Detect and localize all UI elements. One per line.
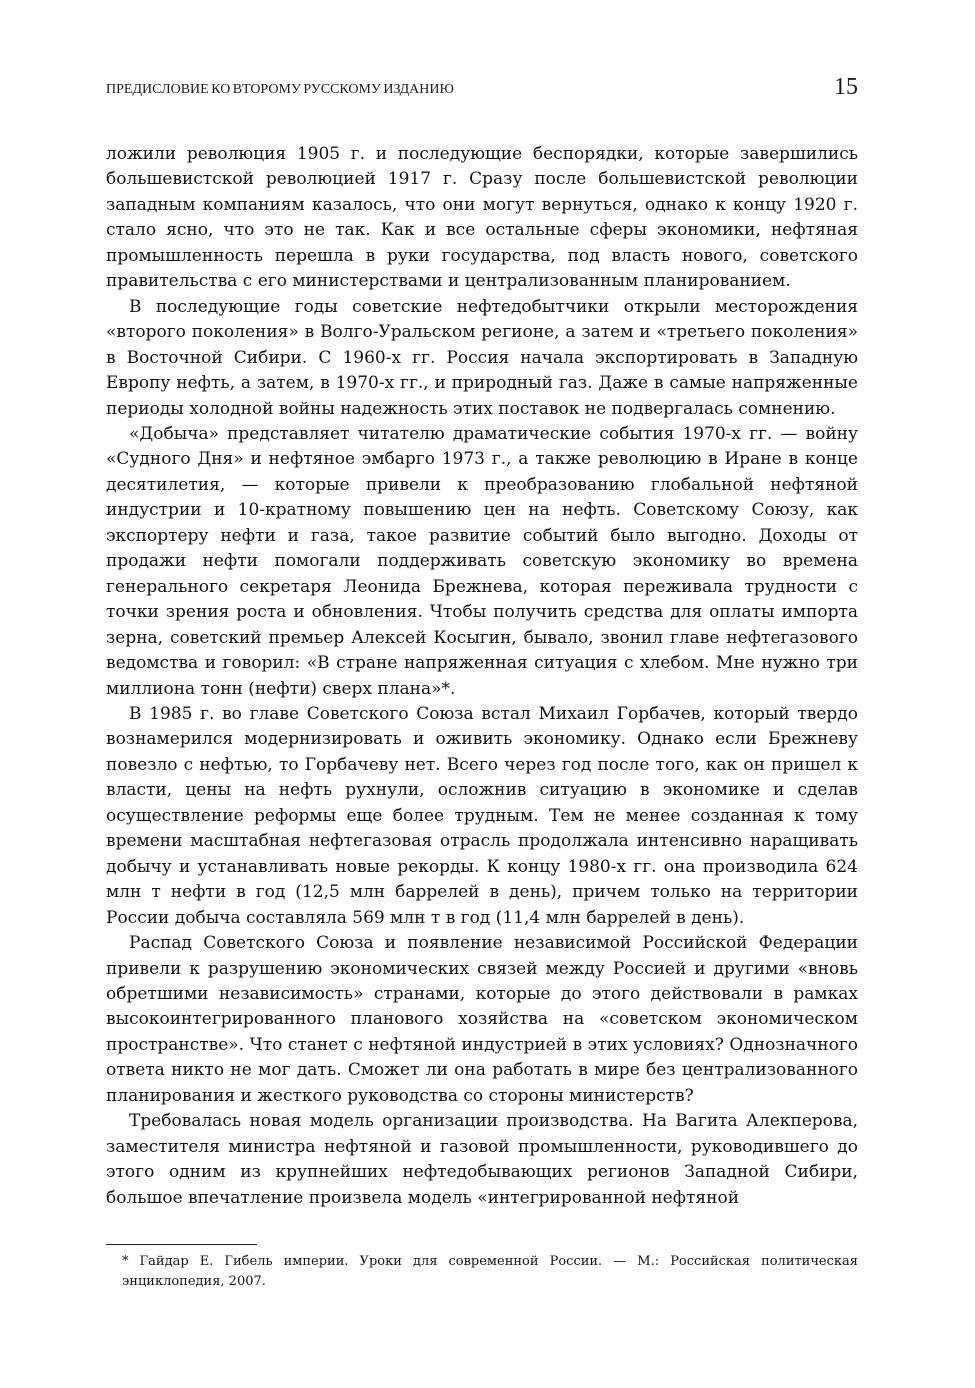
running-header	[106, 74, 858, 100]
paragraph: В 1985 г. во главе Советского Союза встал Михаил Горбачев, который твердо вознамерился модернизировать и оживить экономику. Однако если Брежневу повезло с нефтью, то Горбачеву нет. Всего через год после того, как он пришел к власти, цены на нефть рухнули, осложнив ситуацию в экономике и сделав осуществление реформы еще более трудным. Тем не менее созданная к тому времени масштабная нефтегазовая отрасль продолжала интенсивно наращивать добычу и устанавливать новые рекорды. К концу 1980-х гг. она производила 624 млн т нефти в год (12,5 млн баррелей в день), причем только на территории России добыча составляла 569 млн т в год (11,4 млн баррелей в день).	[106, 703, 858, 928]
chapter-title: ПРЕДИСЛОВИЕ КО ВТОРОМУ РУССКОМУ ИЗДАНИЮ	[106, 82, 454, 97]
paragraph-continued: ложили революция 1905 г. и последующие беспорядки, которые завершились большевистской революцией 1917 г. Сразу после большевистской революции западным компаниям казалось, что они могут вернуться, однако к концу 1920 г. стало ясно, что это не так. Как и все остальные сферы экономики, нефтяная промышленность перешла в руки государства, под власть нового, советского правительства с его министерствами и централизованным планированием.	[106, 144, 858, 292]
main-text	[106, 142, 858, 1211]
footnote-divider	[106, 1244, 257, 1245]
paragraph: Требовалась новая модель организации производства. На Вагита Алекперова, заместителя министра нефтяной и газовой промышленности, руководившего до этого одним из крупнейших нефтедобывающих регионов Западной Сибири, большое впечатление произвела модель «интегрированной нефтяной	[106, 1111, 858, 1208]
footnote: * Гайдар Е. Гибель империи. Уроки для современной России. — М.: Российская политическая энциклопедия, 2007.	[122, 1254, 858, 1289]
paragraph: Распад Советского Союза и появление независимой Российской Федерации привели к разрушению экономических связей между Россией и другими «вновь обретшими независимость» странами, которые до этого действовали в рамках высокоинтегрированного планового хозяйства на «советском экономическом пространстве». Что станет с нефтяной индустрией в этих условиях? Однозначного ответа никто не мог дать. Сможет ли она работать в мире без централизованного планирования и жесткого руководства со стороны министерств?	[106, 933, 858, 1106]
paragraph: В последующие годы советские нефтедобытчики открыли месторождения «второго поколения» в Волго-Уральском регионе, а затем и «третьего поколения» в Восточной Сибири. С 1960-х гг. Россия начала экспортировать в Западную Европу нефть, а затем, в 1970-х гг., и природный газ. Даже в самые напряженные периоды холодной войны надежность этих поставок не подвергалась сомнению.	[106, 296, 858, 419]
paragraph: «Добыча» представляет читателю драматические события 1970-х гг. — войну «Судного Дня» и нефтяное эмбарго 1973 г., а также революцию в Иране в конце десятилетия, — которые привели к преобразованию глобальной нефтяной индустрии и 10-кратному повышению цен на нефть. Советскому Союзу, как экспортеру нефти и газа, такое развитие событий было выгодно. Доходы от продажи нефти помогали поддерживать советскую экономику во времена генерального секретаря Леонида Брежнева, которая переживала трудности с точки зрения роста и обновления. Чтобы получить средства для оплаты импорта зерна, советский премьер Алексей Косыгин, бывало, звонил главе нефтегазового ведомства и говорил: «В стране напряженная ситуация с хлебом. Мне нужно три миллиона тонн (нефти) сверх плана»*.	[106, 423, 858, 699]
page-number: 15	[834, 74, 858, 100]
